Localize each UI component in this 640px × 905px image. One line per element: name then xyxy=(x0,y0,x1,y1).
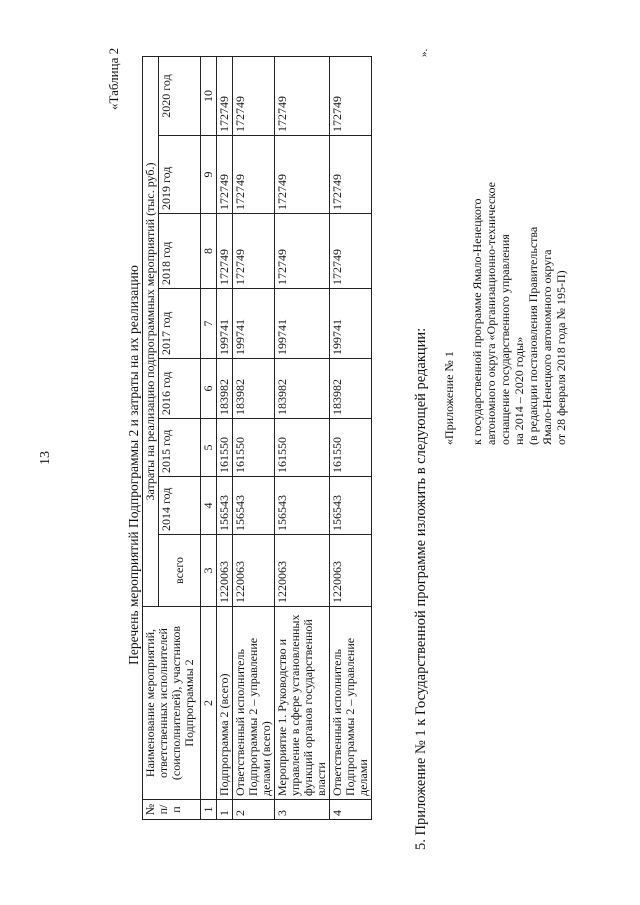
appendix-line: от 28 февраля 2018 года № 195-П) xyxy=(554,270,568,445)
cell-value: 1220063 xyxy=(233,535,275,607)
year-header: 2018 год xyxy=(159,214,201,289)
cell-value: 1220063 xyxy=(330,535,372,607)
row-number: 1 xyxy=(217,800,233,820)
measures-table xyxy=(142,56,372,820)
cell-value: 183982 xyxy=(330,359,372,419)
cell-value: 156543 xyxy=(233,477,275,535)
appendix-line: автономного округа «Организационно-техническое xyxy=(484,182,498,445)
column-number: 9 xyxy=(201,136,217,214)
column-number: 10 xyxy=(201,57,217,136)
cell-value: 161550 xyxy=(330,419,372,477)
appendix-line: к государственной программе Ямало-Ненецкого xyxy=(470,198,484,445)
col-no-header: № п/п xyxy=(143,800,201,820)
row-name: Подпрограмма 2 (всего) xyxy=(217,607,233,800)
cell-value: 183982 xyxy=(233,359,275,419)
cell-value: 199741 xyxy=(217,289,233,359)
table-row xyxy=(233,57,275,820)
cell-value: 199741 xyxy=(275,289,330,359)
cell-value: 172749 xyxy=(330,214,372,289)
cell-value: 172749 xyxy=(233,57,275,136)
cell-value: 1220063 xyxy=(217,535,233,607)
year-header: 2019 год xyxy=(159,136,201,214)
column-number: 5 xyxy=(201,419,217,477)
row-number: 3 xyxy=(275,800,330,820)
appendix-line: на 2014 – 2020 годы» xyxy=(512,336,526,445)
row-name: Ответственный исполнитель Подпрограммы 2 – управление делами (всего) xyxy=(233,607,275,800)
table-row xyxy=(217,57,233,820)
cell-value: 172749 xyxy=(275,136,330,214)
cell-value: 156543 xyxy=(275,477,330,535)
column-number-row xyxy=(201,57,217,820)
row-name: Мероприятие 1. Руководство и управление в сфере установленных функций органов государственной власти xyxy=(275,607,330,800)
column-number: 1 xyxy=(201,800,217,820)
year-header: 2020 год xyxy=(159,57,201,136)
appendix-line: (в редакции постановления Правительства xyxy=(526,226,540,445)
cell-value: 199741 xyxy=(233,289,275,359)
appendix-line: оснащение государственного управления xyxy=(498,234,512,445)
appendix-title: «Приложение № 1 xyxy=(442,351,456,445)
cell-value: 199741 xyxy=(330,289,372,359)
column-number: 6 xyxy=(201,359,217,419)
column-number: 2 xyxy=(201,607,217,800)
column-number: 8 xyxy=(201,214,217,289)
appendix-heading-block xyxy=(442,115,568,445)
year-header: 2015 год xyxy=(159,419,201,477)
cell-value: 1220063 xyxy=(275,535,330,607)
column-number: 3 xyxy=(201,535,217,607)
row-name: Ответственный исполнитель Подпрограммы 2 – управление делами xyxy=(330,607,372,800)
cell-value: 172749 xyxy=(330,57,372,136)
column-number: 4 xyxy=(201,477,217,535)
cell-value: 161550 xyxy=(233,419,275,477)
col-costs-header: Затраты на реализацию подпрограммных мероприятий (тыс. руб.) xyxy=(143,57,159,607)
year-header: 2017 год xyxy=(159,289,201,359)
cell-value: 183982 xyxy=(217,359,233,419)
cell-value: 161550 xyxy=(275,419,330,477)
cell-value: 156543 xyxy=(330,477,372,535)
cell-value: 172749 xyxy=(275,214,330,289)
cell-value: 172749 xyxy=(233,136,275,214)
cell-value: 172749 xyxy=(330,136,372,214)
row-number: 2 xyxy=(233,800,275,820)
table-row xyxy=(330,57,372,820)
cell-value: 156543 xyxy=(217,477,233,535)
table-reference: «Таблица 2 xyxy=(106,47,121,110)
column-number: 7 xyxy=(201,289,217,359)
row-number: 4 xyxy=(330,800,372,820)
cell-value: 172749 xyxy=(275,57,330,136)
closing-quote-mark: ». xyxy=(418,48,430,57)
table-row xyxy=(275,57,330,820)
cell-value: 172749 xyxy=(233,214,275,289)
item-5-text: 5. Приложение № 1 к Государственной программе изложить в следующей редакции: xyxy=(413,327,429,850)
year-header: 2016 год xyxy=(159,359,201,419)
year-header: всего xyxy=(159,535,201,607)
col-name-header: Наименование мероприятий, ответственных исполнителей (соисполнителей), участников Подпрограммы 2 xyxy=(143,607,201,800)
table-title: Перечень мероприятий Подпрограммы 2 и затраты на их реализацию xyxy=(126,265,141,665)
appendix-line: Ямало-Ненецкого автономного округа xyxy=(540,249,554,445)
cell-value: 172749 xyxy=(217,214,233,289)
cell-value: 172749 xyxy=(217,136,233,214)
cell-value: 172749 xyxy=(217,57,233,136)
year-header: 2014 год xyxy=(159,477,201,535)
cell-value: 161550 xyxy=(217,419,233,477)
cell-value: 183982 xyxy=(275,359,330,419)
page-number: 13 xyxy=(38,451,53,465)
